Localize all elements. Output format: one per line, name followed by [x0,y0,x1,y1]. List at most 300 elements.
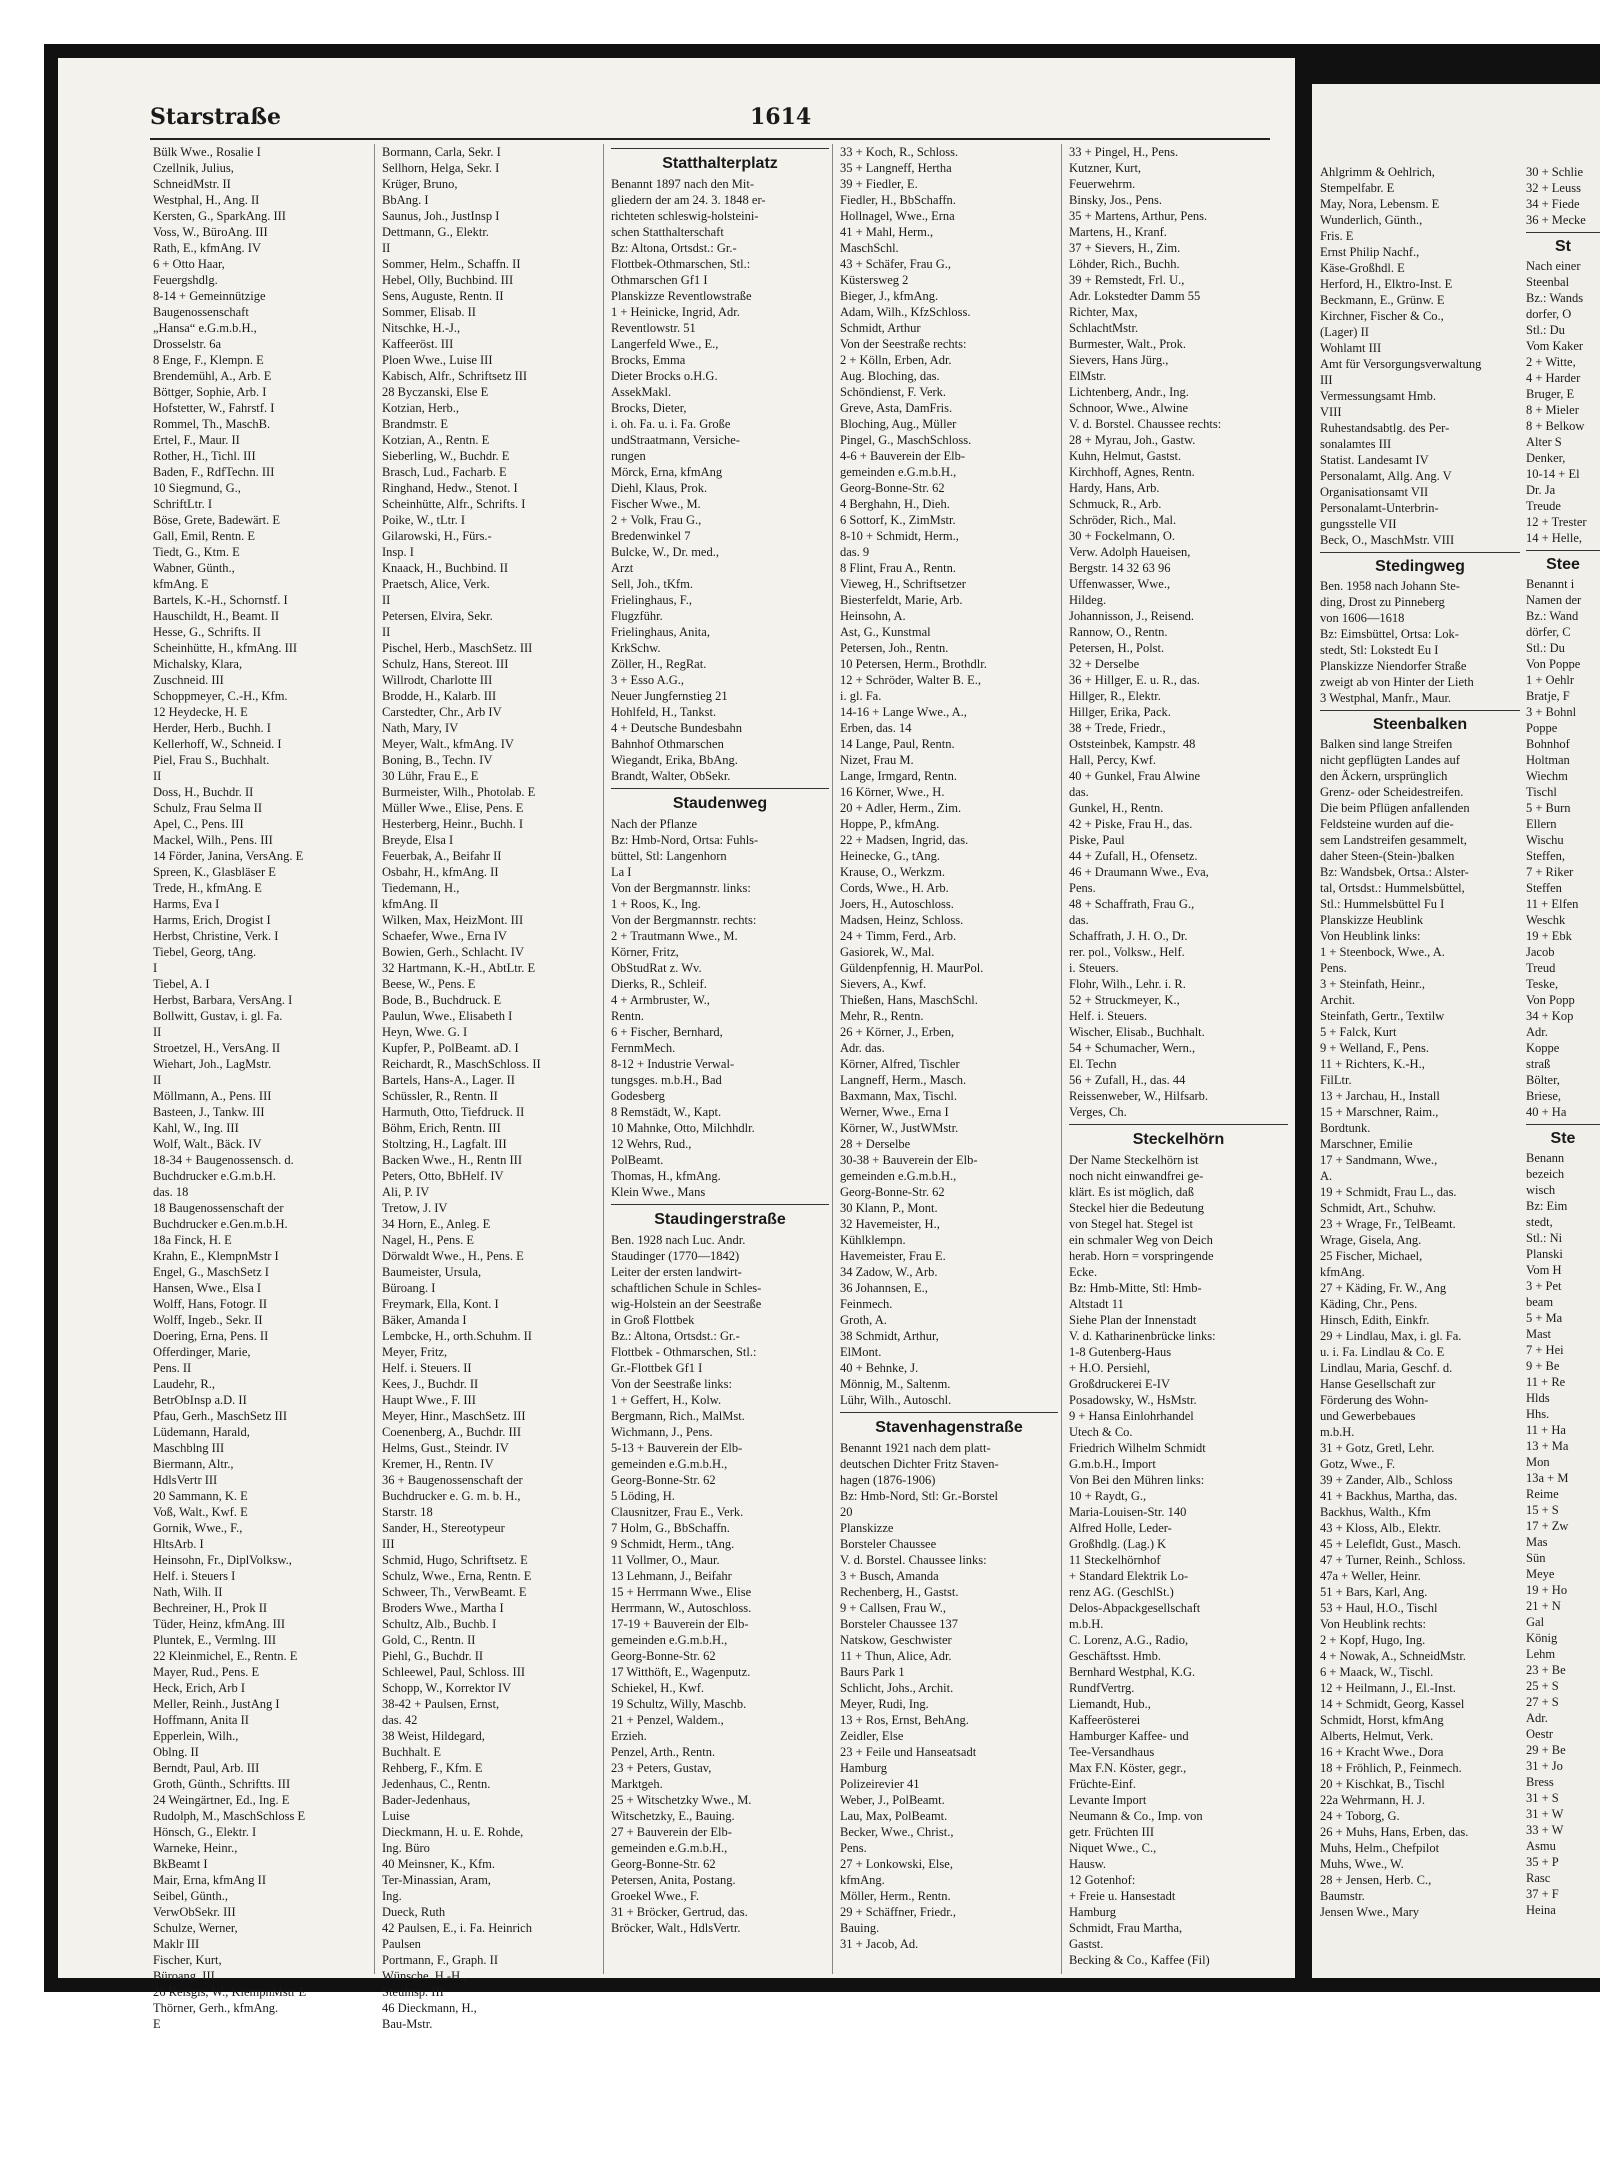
directory-entry: II [382,625,391,639]
directory-entry: Bartels, K.-H., Schornstf. I [153,593,288,607]
directory-entry: Heinsohn, Fr., DiplVolksw., [153,1553,292,1567]
directory-entry: Meyer, Walt., kfmAng. IV [382,737,514,751]
directory-entry: VerwObSekr. III [153,1905,236,1919]
directory-entry: Wischer, Elisab., Buchhalt. [1069,1025,1205,1039]
directory-entry: Tee-Versandhaus [1069,1745,1155,1759]
directory-entry: 4-6 + Bauverein der Elb- [840,449,966,463]
directory-entry: Sens, Auguste, Rentn. II [382,289,504,303]
directory-entry: 26 Reisgis, W., KlempnMstr E [153,1985,307,1999]
directory-entry: Hoppe, P., kfmAng. [840,817,940,831]
directory-entry: König [1526,1631,1558,1645]
directory-entry: El. Techn [1069,1057,1117,1071]
directory-entry: 33 + Pingel, H., Pens. [1069,145,1179,159]
directory-entry: 30 + Fockelmann, O. [1069,529,1175,543]
directory-entry: 11 + Ha [1526,1423,1566,1437]
directory-entry: 15 + S [1526,1503,1559,1517]
directory-entry: gungsstelle VII [1320,517,1397,531]
directory-entry: 22 + Madsen, Ingrid, das. [840,833,969,847]
directory-entry: Rother, H., Tichl. III [153,449,256,463]
directory-entry: Greve, Asta, DamFris. [840,401,953,415]
directory-entry: wig-Holstein an der Seestraße [611,1297,762,1311]
section-rule [611,788,829,789]
directory-entry: Löhder, Rich., Buchh. [1069,257,1180,271]
directory-entry: Schmidt, Horst, kfmAng [1320,1713,1444,1727]
directory-entry: Bau-Mstr. [382,2017,433,2031]
directory-entry: Marschner, Emilie [1320,1137,1413,1151]
directory-entry: Poike, W., tLtr. I [382,513,465,527]
directory-entry: Penzel, Arth., Rentn. [611,1745,716,1759]
directory-entry: Hamburg [1069,1905,1116,1919]
directory-entry: + Standard Elektrik Lo- [1069,1569,1189,1583]
directory-entry: Holtman [1526,753,1570,767]
directory-entry: Westphal, H., Ang. II [153,193,260,207]
directory-entry: 42 Paulsen, E., i. Fa. Heinrich [382,1921,532,1935]
directory-entry: dörfer, C [1526,625,1571,639]
directory-entry: Helf. i. Steuers. II [382,1361,472,1375]
directory-entry: BetrObInsp a.D. II [153,1393,247,1407]
directory-entry: Rath, E., kfmAng. IV [153,241,261,255]
directory-entry: Engel, G., MaschSetz I [153,1265,269,1279]
directory-entry: Grenz- oder Scheidestreifen. [1320,785,1464,799]
directory-entry: Asmu [1526,1839,1556,1853]
directory-entry: Haupt Wwe., F. III [382,1393,476,1407]
directory-entry: 1-8 Gutenberg-Haus [1069,1345,1172,1359]
directory-entry: Adr. das. [840,1041,885,1055]
directory-entry: gemeinden e.G.m.b.H., [840,465,957,479]
directory-entry: Käding, Chr., Pens. [1320,1297,1418,1311]
directory-entry: Rentn. [611,1009,644,1023]
directory-entry: G.m.b.H., Import [1069,1457,1156,1471]
directory-entry: herab. Horn = vorspringende [1069,1249,1214,1263]
directory-entry: Ecke. [1069,1265,1098,1279]
directory-entry: 9 + Be [1526,1359,1560,1373]
directory-entry: Ellern [1526,817,1557,831]
directory-entry: Georg-Bonne-Str. 62 [611,1857,716,1871]
directory-entry: 37 + Sievers, H., Zim. [1069,241,1181,255]
directory-entry: Meyer, Hinr., MaschSetz. III [382,1409,526,1423]
directory-entry: Petersen, Elvira, Sekr. [382,609,493,623]
directory-entry: Bz: Altona, Ortsdst.: Gr.- [611,241,737,255]
directory-entry: 32 + Derselbe [1069,657,1140,671]
directory-entry: KrkSchw. [611,641,661,655]
directory-entry: Teske, [1526,977,1559,991]
directory-entry: Bollwitt, Gustav, i. gl. Fa. [153,1009,283,1023]
directory-entry: Schüssler, R., Rentn. II [382,1089,498,1103]
directory-entry: 8 + Belkow [1526,419,1585,433]
directory-entry: 13 + Ros, Ernst, BehAng. [840,1713,969,1727]
directory-entry: Saunus, Joh., JustInsp I [382,209,500,223]
directory-entry: Steckel hier die Bedeutung [1069,1201,1205,1215]
directory-entry: 30 Klann, P., Mont. [840,1201,938,1215]
directory-entry: 30-38 + Bauverein der Elb- [840,1153,978,1167]
directory-entry: Dueck, Ruth [382,1905,446,1919]
directory-entry: Peters, Otto, BbHelf. IV [382,1169,504,1183]
directory-entry: Planski [1526,1247,1563,1261]
directory-entry: Tiedemann, H., [382,881,460,895]
directory-entry: 2 + Trautmann Wwe., M. [611,929,738,943]
directory-entry: 18 + Fröhlich, P., Feinmech. [1320,1761,1462,1775]
directory-entry: 10-14 + El [1526,467,1580,481]
directory-entry: Von Popp [1526,993,1575,1007]
directory-entry: deutschen Dichter Fritz Staven- [840,1457,999,1471]
column-4 [837,144,1062,1974]
directory-entry: Seibel, Günth., [153,1889,228,1903]
directory-entry: Poppe [1526,721,1558,735]
directory-entry: RundfVertrg. [1069,1681,1135,1695]
directory-entry: 30 Lühr, Frau E., E [382,769,479,783]
directory-entry: Bress [1526,1775,1554,1789]
directory-entry: Spreen, K., Glasbläser E [153,865,276,879]
directory-entry: V. d. Katharinenbrücke links: [1069,1329,1216,1343]
directory-entry: 28 Byczanski, Else E [382,385,489,399]
directory-entry: Osbahr, H., kfmAng. II [382,865,499,879]
directory-entry: Güldenpfennig, H. MaurPol. [840,961,984,975]
directory-entry: m.b.H. [1069,1617,1104,1631]
directory-entry: 10 + Raydt, G., [1069,1489,1147,1503]
directory-entry: Möllmann, A., Pens. III [153,1089,272,1103]
directory-entry: Mönnig, M., Saltenm. [840,1377,951,1391]
directory-entry: Groth, Günth., Schriftts. III [153,1777,291,1791]
directory-entry: SchlachtMstr. [1069,321,1139,335]
directory-entry: 27 + Käding, Fr. W., Ang [1320,1281,1447,1295]
directory-entry: Kees, J., Buchdr. II [382,1377,479,1391]
directory-entry: 35 + Martens, Arthur, Pens. [1069,209,1208,223]
section-rule [1320,552,1520,553]
directory-entry: Schmuck, R., Arb. [1069,497,1162,511]
section-rule [1526,550,1600,551]
directory-entry: Kühlklempn. [840,1233,906,1247]
directory-entry: 47 + Turner, Reinh., Schloss. [1320,1553,1466,1567]
directory-entry: Bode, B., Buchdruck. E [382,993,502,1007]
directory-entry: Max F.N. Köster, gegr., [1069,1761,1187,1775]
directory-entry: Insp. I [382,545,414,559]
directory-entry: Sander, H., Stereotypeur [382,1521,505,1535]
directory-entry: Neumann & Co., Imp. von [1069,1809,1203,1823]
directory-entry: in Groß Flottbek [611,1313,695,1327]
directory-entry: Ernst Philip Nachf., [1320,245,1420,259]
directory-entry: Mackel, Wilh., Pens. III [153,833,273,847]
directory-entry: sem Landstreifen gesammelt, [1320,833,1467,847]
directory-entry: Reime [1526,1487,1559,1501]
directory-entry: Buchdrucker e.Gen.m.b.H. [153,1217,288,1231]
directory-entry: Georg-Bonne-Str. 62 [840,481,945,495]
street-title: Stee [1546,556,1580,573]
directory-entry: Oestr [1526,1727,1554,1741]
directory-entry: Epperlein, Wilh., [153,1729,239,1743]
directory-entry: Bz: Hmb-Nord, Ortsa: Fuhls- [611,833,759,847]
directory-entry: ElMont. [840,1345,882,1359]
directory-entry: Martens, H., Kranf. [1069,225,1167,239]
adjacent-column-a [1320,164,1520,1978]
directory-entry: Sieberling, W., Buchdr. E [382,449,510,463]
directory-entry: Herbst, Christine, Verk. I [153,929,279,943]
street-title: Stedingweg [1375,558,1465,575]
directory-entry: Meyer, Fritz, [382,1345,448,1359]
directory-entry: Lau, Max, PolBeamt. [840,1809,948,1823]
section-rule [1526,1124,1600,1125]
directory-entry: Stl.: Du [1526,641,1565,655]
directory-entry: Bergmann, Rich., MalMst. [611,1409,745,1423]
directory-entry: II [382,241,391,255]
directory-entry: 31 + Bröcker, Gertrud, das. [611,1905,748,1919]
directory-entry: Gilarowski, H., Fürs.- [382,529,492,543]
directory-entry: Groekel Wwe., F. [611,1889,699,1903]
directory-entry: Dieckmann, H. u. E. Rohde, [382,1825,524,1839]
directory-entry: 2 + Kopf, Hugo, Ing. [1320,1633,1426,1647]
directory-entry: 17 Witthöft, E., Wagenputz. [611,1665,751,1679]
directory-entry: Drosselstr. 6a [153,337,222,351]
directory-entry: Petersen, Anita, Postang. [611,1873,736,1887]
directory-entry: Jacob [1526,945,1555,959]
directory-entry: 10 Petersen, Herm., Brothdlr. [840,657,987,671]
directory-entry: 51 + Bars, Karl, Ang. [1320,1585,1428,1599]
directory-entry: Groth, A. [840,1313,887,1327]
directory-entry: 11 + Thun, Alice, Adr. [840,1649,952,1663]
directory-entry: Fischer Wwe., M. [611,497,701,511]
directory-entry: Starstr. 18 [382,1505,433,1519]
directory-entry: 4 Berghahn, H., Dieh. [840,497,950,511]
directory-entry: Maria-Louisen-Str. 140 [1069,1505,1187,1519]
directory-entry: 25 + S [1526,1679,1559,1693]
page-header [150,98,1270,140]
directory-entry: Levante Import [1069,1793,1147,1807]
directory-entry: Briese, [1526,1089,1562,1103]
directory-entry: Körner, Fritz, [611,945,679,959]
directory-entry: Hönsch, G., Elektr. I [153,1825,257,1839]
section-rule [840,1412,1058,1413]
directory-entry: Becker, Wwe., Christ., [840,1825,954,1839]
directory-entry: Nath, Wilh. II [153,1585,223,1599]
directory-entry: 23 + Wrage, Fr., TelBeamt. [1320,1217,1456,1231]
directory-entry: schen Statthalterschaft [611,225,724,239]
directory-entry: stedt, [1526,1215,1553,1229]
directory-entry: Schlicht, Johs., Archit. [840,1681,954,1695]
directory-entry: Oststeinbek, Kampstr. 48 [1069,737,1196,751]
directory-entry: 26 + Körner, J., Erben, [840,1025,955,1039]
directory-entry: Harms, Erich, Drogist I [153,913,271,927]
directory-entry: 3 Westphal, Manfr., Maur. [1320,691,1452,705]
directory-entry: Hesse, G., Schrifts. II [153,625,261,639]
directory-entry: SchriftLtr. I [153,497,213,511]
adjacent-page [1312,84,1600,1978]
directory-entry: straß [1526,1057,1551,1071]
directory-entry: Becking & Co., Kaffee (Fil) [1069,1953,1210,1967]
directory-entry: Backhus, Walth., Kfm [1320,1505,1431,1519]
directory-entry: AssekMakl. [611,385,672,399]
directory-entry: Ben. 1928 nach Luc. Andr. [611,1233,746,1247]
directory-entry: 18-34 + Baugenossensch. d. [153,1153,294,1167]
directory-entry: 16 Körner, Wwe., H. [840,785,945,799]
directory-entry: Böttger, Sophie, Arb. I [153,385,267,399]
directory-entry: 1 + Oehlr [1526,673,1575,687]
directory-entry: Beck, O., MaschMstr. VIII [1320,533,1455,547]
directory-entry: Petersen, H., Polst. [1069,641,1165,655]
directory-entry: Lichtenberg, Andr., Ing. [1069,385,1189,399]
directory-entry: 22 Kleinmichel, E., Rentn. E [153,1649,298,1663]
directory-entry: Baxmann, Max, Tischl. [840,1089,958,1103]
directory-entry: 25 Fischer, Michael, [1320,1249,1423,1263]
directory-entry: Kahl, W., Ing. III [153,1121,239,1135]
directory-entry: Flottbek - Othmarschen, Stl.: [611,1345,757,1359]
directory-entry: Verw. Adolph Haueisen, [1069,545,1191,559]
directory-entry: Othmarschen Gf1 I [611,273,708,287]
directory-entry: 5 + Falck, Kurt [1320,1025,1397,1039]
directory-entry: Kirchner, Fischer & Co., [1320,309,1444,323]
directory-entry: Neuer Jungfernstieg 21 [611,689,728,703]
directory-entry: 36 + Baugenossenschaft der [382,1473,523,1487]
directory-entry: Schaefer, Wwe., Erna IV [382,929,507,943]
directory-entry: 20 + Kischkat, B., Tischl [1320,1777,1445,1791]
directory-entry: bezeich [1526,1167,1565,1181]
directory-entry: Hebel, Olly, Buchbind. III [382,273,514,287]
directory-entry: kfmAng. [840,1873,885,1887]
directory-entry: 27 + S [1526,1695,1559,1709]
directory-entry: Hall, Percy, Kwf. [1069,753,1157,767]
directory-entry: i. oh. Fa. u. i. Fa. Große [611,417,731,431]
directory-entry: Lehm [1526,1647,1556,1661]
directory-entry: Niquet Wwe., C., [1069,1841,1157,1855]
directory-entry: Brandt, Walter, ObSekr. [611,769,731,783]
directory-entry: 8-12 + Industrie Verwal- [611,1057,735,1071]
directory-entry: Freymark, Ella, Kont. I [382,1297,499,1311]
directory-entry: beam [1526,1295,1554,1309]
directory-entry: Kotzian, A., Rentn. E [382,433,490,447]
directory-entry: Wrage, Gisela, Ang. [1320,1233,1422,1247]
directory-entry: Herbst, Barbara, VersAng. I [153,993,293,1007]
directory-entry: 23 + Feile und Hanseatsadt [840,1745,977,1759]
directory-entry: Personalamt-Unterbrin- [1320,501,1439,515]
directory-entry: Offerdinger, Marie, [153,1345,251,1359]
directory-entry: Adr. [1526,1025,1548,1039]
directory-entry: Bröcker, Walt., HdlsVertr. [611,1921,741,1935]
directory-entry: Warneke, Heinr., [153,1841,238,1855]
directory-entry: Uffenwasser, Wwe., [1069,577,1171,591]
directory-entry: Nach einer [1526,259,1581,273]
directory-entry: Lüdemann, Harald, [153,1425,250,1439]
directory-entry: Pens. [1320,961,1347,975]
directory-entry: Steulnsp. III [382,1985,444,1999]
directory-entry: Wolff, Hans, Fotogr. II [153,1297,268,1311]
directory-entry: das. 42 [382,1713,418,1727]
directory-entry: Ringhand, Hedw., Stenot. I [382,481,518,495]
column-1 [150,144,375,2031]
directory-entry: Vom Kaker [1526,339,1584,353]
directory-entry: Bäker, Amanda I [382,1313,467,1327]
directory-entry: Fischer, Kurt, [153,1953,222,1967]
directory-entry: 13 + Jarchau, H., Install [1320,1089,1440,1103]
directory-entry: Sievers, Hans Jürg., [1069,353,1169,367]
directory-entry: 9 Schmidt, Herm., tAng. [611,1537,735,1551]
directory-entry: Steenbal [1526,275,1570,289]
directory-entry: ObStudRat z. Wv. [611,961,702,975]
directory-entry: Zeidler, Else [840,1729,904,1743]
directory-entry: 15 + Marschner, Raim., [1320,1105,1439,1119]
directory-entry: 20 + Adler, Herm., Zim. [840,801,962,815]
directory-entry: 14-16 + Lange Wwe., A., [840,705,967,719]
directory-entry: das. 18 [153,1185,189,1199]
directory-entry: daher Steen-(Stein-)balken [1320,849,1455,863]
section-rule [1069,1124,1288,1125]
directory-entry: Piehl, G., Buchdr. II [382,1649,484,1663]
directory-entry: Hlds [1526,1391,1550,1405]
directory-entry: Muhs, Helm., Chefpilot [1320,1841,1440,1855]
directory-entry: Wiehart, Joh., LagMstr. [153,1057,272,1071]
directory-entry: II [382,593,391,607]
directory-entry: Beckmann, E., Grünw. E [1320,293,1445,307]
directory-entry: Scheinhütte, H., kfmAng. III [153,641,298,655]
directory-entry: 31 + Gotz, Gretl, Lehr. [1320,1441,1435,1455]
directory-entry: Feuerwehrm. [1069,177,1136,191]
directory-entry: Körner, Alfred, Tischler [840,1057,960,1071]
directory-entry: Förderung des Wohn- [1320,1393,1429,1407]
directory-entry: 13a + M [1526,1471,1569,1485]
directory-entry: FilLtr. [1320,1073,1352,1087]
directory-entry: II [153,769,162,783]
directory-entry: Käse-Großhdl. E [1320,261,1405,275]
directory-entry: 23 + Peters, Gustav, [611,1761,712,1775]
directory-entry: Alberts, Helmut, Verk. [1320,1729,1434,1743]
directory-entry: Thörner, Gerh., kfmAng. [153,2001,279,2015]
directory-entry: richteten schleswig-holsteini- [611,209,759,223]
directory-entry: Biesterfeldt, Marie, Arb. [840,593,963,607]
directory-entry: Hhs. [1526,1407,1550,1421]
directory-entry: 4 + Armbruster, W., [611,993,710,1007]
directory-entry: Bz.: Wands [1526,291,1584,305]
directory-entry: Adam, Wilh., KfzSchloss. [840,305,971,319]
directory-entry: 48 + Schaffrath, Frau G., [1069,897,1195,911]
directory-entry: Trede, H., kfmAng. E [153,881,262,895]
directory-entry: 12 Gotenhof: [1069,1873,1136,1887]
directory-entry: Gr.-Flottbek Gf1 I [611,1361,703,1375]
directory-entry: 36 + Mecke [1526,213,1586,227]
directory-entry: wisch [1526,1183,1556,1197]
directory-entry: 1 + Roos, K., Ing. [611,897,701,911]
directory-entry: Joers, H., Autoschloss. [840,897,954,911]
directory-entry: III [1320,373,1333,387]
directory-entry: (Lager) II [1320,325,1369,339]
directory-entry: büttel, Stl: Langenhorn [611,849,727,863]
directory-entry: hagen (1876-1906) [840,1473,936,1487]
directory-entry: Brasch, Lud., Facharb. E [382,465,507,479]
directory-entry: Mehr, R., Rentn. [840,1009,924,1023]
directory-entry: 38 Weist, Hildegard, [382,1729,485,1743]
directory-entry: ein schmaler Weg von Deich [1069,1233,1213,1247]
directory-entry: Stoltzing, H., Lagfalt. III [382,1137,507,1151]
directory-entry: Baden, F., RdfTechn. III [153,465,275,479]
directory-entry: Frielinghaus, F., [611,593,692,607]
directory-entry: Luise [382,1809,410,1823]
directory-entry: Binsky, Jos., Pens. [1069,193,1162,207]
directory-entry: 7 + Riker [1526,865,1574,879]
directory-entry: Broders Wwe., Martha I [382,1601,504,1615]
directory-entry: Herford, H., Elktro-Inst. E [1320,277,1453,291]
directory-entry: stedt, Stl: Lokstedt Eu I [1320,643,1439,657]
directory-page [58,58,1295,2031]
directory-entry: Hardy, Hans, Arb. [1069,481,1160,495]
directory-entry: Wiechm [1526,769,1568,783]
directory-entry: u. i. Fa. Lindlau & Co. E [1320,1345,1445,1359]
directory-entry: Clausnitzer, Frau E., Verk. [611,1505,744,1519]
directory-entry: Tüder, Heinz, kfmAng. III [153,1617,286,1631]
directory-entry: 36 + Hillger, E. u. R., das. [1069,673,1200,687]
directory-entry: Kaffeeröst. III [382,337,454,351]
directory-entry: Rannow, O., Rentn. [1069,625,1168,639]
directory-entry: Arzt [611,561,634,575]
directory-entry: 9 + Callsen, Frau W., [840,1601,947,1615]
street-heading: Starstraße [150,104,282,130]
directory-entry: Wilken, Max, HeizMont. III [382,913,524,927]
directory-entry: PolBeamt. [611,1153,664,1167]
